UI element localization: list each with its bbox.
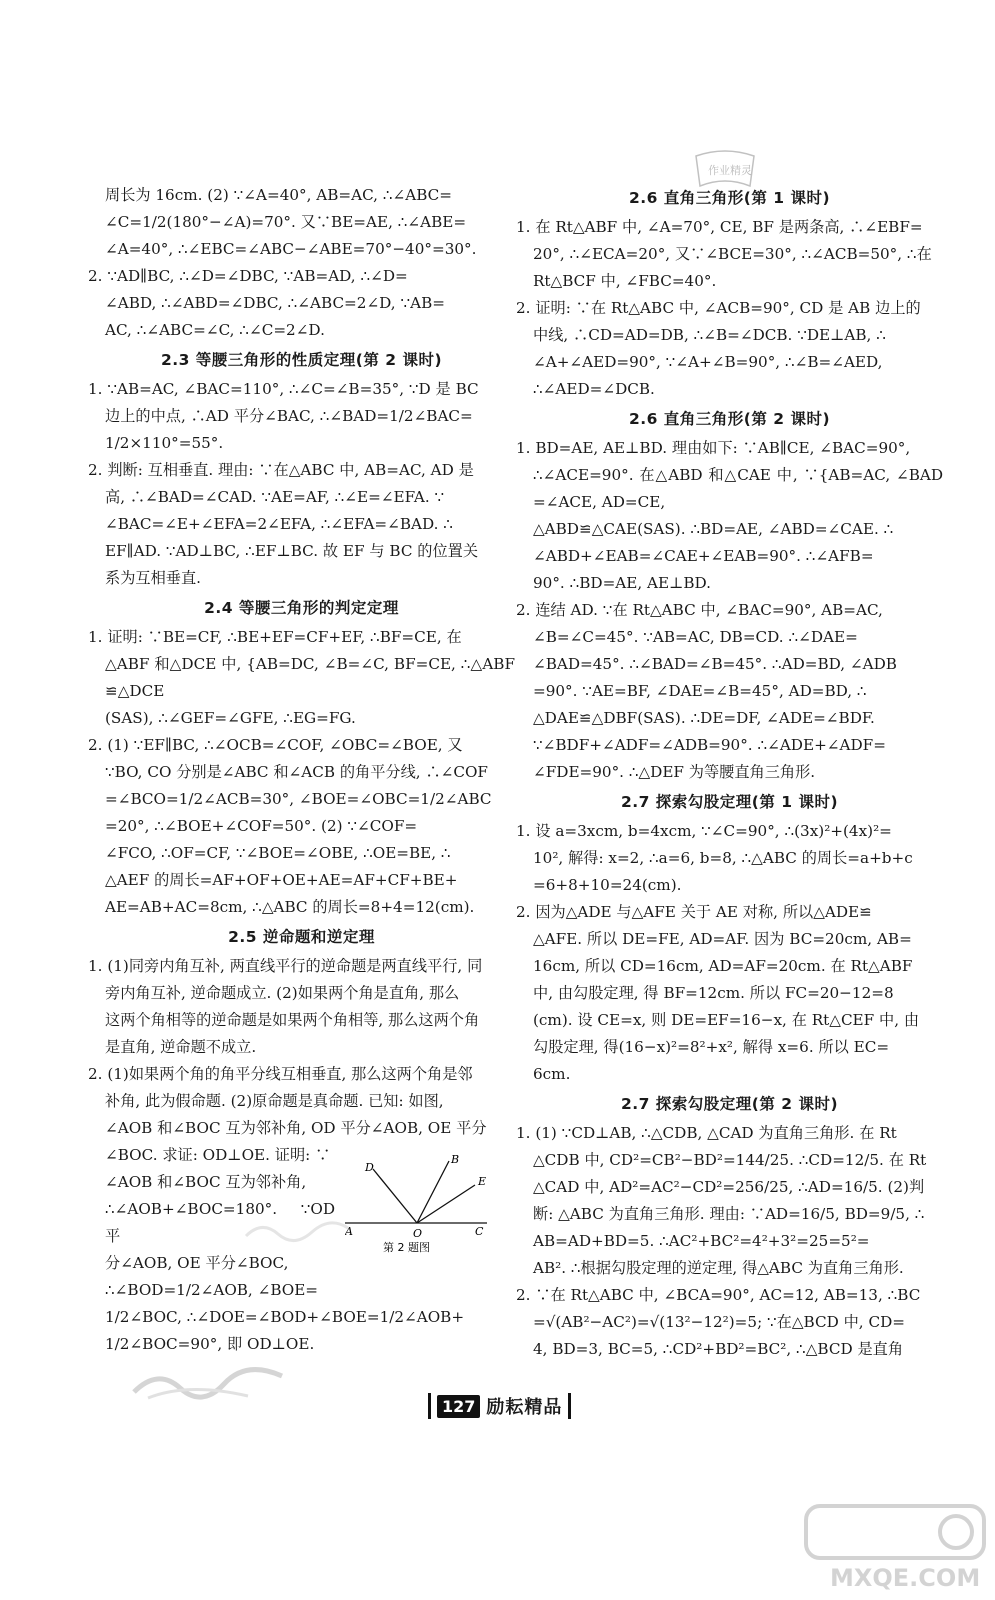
answer-line: 2. (1) ∵EF∥BC, ∴∠OCB=∠COF, ∠OBC=∠BOE, 又: [88, 736, 463, 754]
answer-line: ∠AOB 和∠BOC 互为邻补角,: [105, 1173, 307, 1191]
site-logo-watermark: [800, 1500, 990, 1595]
answer-line: 90°. ∴BD=AE, AE⊥BD.: [533, 574, 711, 592]
footer-bar-right: [568, 1393, 571, 1419]
answer-line: 2. 连结 AD. ∵在 Rt△ABC 中, ∠BAC=90°, AB=AC,: [516, 601, 883, 619]
answer-line: 断: △ABC 为直角三角形. 理由: ∵AD=16/5, BD=9/5, ∴: [533, 1205, 925, 1223]
stamp-text: 作业精灵: [708, 164, 752, 177]
ray-oe: [417, 1185, 475, 1223]
answer-line: ∠BAD=45°. ∴∠BAD=∠B=45°. ∴AD=BD, ∠ADB: [533, 655, 897, 673]
answer-line: 1. (1)同旁内角互补, 两直线平行的逆命题是两直线平行, 同: [88, 957, 483, 975]
stamp-icon: [690, 146, 760, 190]
answer-line: △ABF 和△DCE 中, {AB=DC, ∠B=∠C, BF=CE, ∴△ABF≌△DCE: [105, 655, 515, 700]
answer-line: 系为互相垂直.: [105, 569, 201, 587]
watermark-brush-icon: [128, 1362, 288, 1404]
answer-line: ∠FDE=90°. ∴△DEF 为等腰直角三角形.: [533, 763, 816, 781]
answer-line: 6cm.: [533, 1065, 571, 1083]
answer-line: ∠ABD+∠EAB=∠CAE+∠EAB=90°. ∴∠AFB=: [533, 547, 874, 565]
bottom-watermark: [128, 1362, 288, 1404]
answer-line: AB². ∴根据勾股定理的逆定理, 得△ABC 为直角三角形.: [533, 1259, 904, 1277]
answer-line: 2. 因为△ADE 与△AFE 关于 AE 对称, 所以△ADE≌: [516, 903, 872, 921]
answer-line: ∴∠AED=∠DCB.: [533, 380, 655, 398]
answer-line: 1/2×110°=55°.: [105, 434, 224, 452]
answer-line: △DAE≌△DBF(SAS). ∴DE=DF, ∠ADE=∠BDF.: [533, 709, 875, 727]
answer-line: 10², 解得: x=2, ∴a=6, b=8, ∴△ABC 的周长=a+b+c: [533, 849, 913, 867]
answer-line: 20°, ∴∠ECA=20°, 又∵∠BCE=30°, ∴∠ACB=50°, ∴在: [533, 245, 932, 263]
answer-line: ∠ABD, ∴∠ABD=∠DBC, ∴∠ABC=2∠D, ∵AB=: [105, 294, 445, 312]
answer-line: AC, ∴∠ABC=∠C, ∴∠C=2∠D.: [105, 321, 325, 339]
section-title-2-5: 2.5 逆命题和逆定理: [228, 928, 375, 946]
answer-line: AB=AD+BD=5. ∴AC²+BC²=4²+3²=25=5²=: [533, 1232, 870, 1250]
answer-line: ∠AOB 和∠BOC 互为邻补角, OD 平分∠AOB, OE 平分: [105, 1119, 487, 1137]
answer-line: Rt△BCF 中, ∠FBC=40°.: [533, 272, 717, 290]
section-title-2-3: 2.3 等腰三角形的性质定理(第 2 课时): [160, 351, 443, 369]
answer-line: △AEF 的周长=AF+OF+OE+AE=AF+CF+BE+: [105, 871, 458, 889]
answer-line: 2. ∵在 Rt△ABC 中, ∠BCA=90°, AC=12, AB=13, ∴BC: [516, 1286, 921, 1304]
brand-name: 励耘精品: [486, 1397, 563, 1418]
intro-line: 周长为 16cm. (2) ∵∠A=40°, AB=AC, ∴∠ABC=: [105, 186, 452, 204]
answer-line: △CAD 中, AD²=AC²−CD²=256/25, ∴AD=16/5. (2)判: [533, 1178, 925, 1196]
answer-line: 中, 由勾股定理, 得 BF=12cm. 所以 FC=20−12=8: [533, 984, 894, 1002]
answer-line: 补角, 此为假命题. (2)原命题是真命题. 已知: 如图,: [105, 1092, 444, 1110]
answer-line: ∠A+∠AED=90°, ∵∠A+∠B=90°, ∴∠B=∠AED,: [533, 353, 883, 371]
answer-line: 中线, ∴CD=AD=DB, ∴∠B=∠DCB. ∵DE⊥AB, ∴: [533, 326, 886, 344]
intro-line: ∠C=1/2(180°−∠A)=70°. 又∵BE=AE, ∴∠ABE=: [105, 213, 467, 231]
answer-line: 旁内角互补, 逆命题成立. (2)如果两个角是直角, 那么: [105, 984, 460, 1002]
answer-line: =6+8+10=24(cm).: [533, 876, 682, 894]
section-title-2-6a: 2.6 直角三角形(第 1 课时): [628, 189, 831, 207]
answer-line: 这两个角相等的逆命题是如果两个角相等, 那么这两个角: [105, 1011, 480, 1029]
right-column: [516, 182, 943, 1363]
page-footer: [428, 1388, 578, 1424]
watermark-scribble-icon: [242, 1216, 352, 1246]
answer-line: 2. 证明: ∵在 Rt△ABC 中, ∠ACB=90°, CD 是 AB 边上的: [516, 299, 921, 317]
answer-line: 勾股定理, 得(16−x)²=8²+x², 解得 x=6. 所以 EC=: [533, 1038, 890, 1056]
answer-line: 2. ∵AD∥BC, ∴∠D=∠DBC, ∵AB=AD, ∴∠D=: [88, 267, 408, 285]
answer-line: 1. BD=AE, AE⊥BD. 理由如下: ∵AB∥CE, ∠BAC=90°,: [516, 439, 911, 457]
handwritten-watermark: [242, 1216, 352, 1246]
label-b: B: [451, 1155, 460, 1166]
answer-line: ∵∠BDF+∠ADF=∠ADB=90°. ∴∠ADE+∠ADF=: [533, 736, 886, 754]
answer-line: ∠BAC=∠E+∠EFA=2∠EFA, ∴∠EFA=∠BAD. ∴: [105, 515, 453, 533]
answer-line: (SAS), ∴∠GEF=∠GFE, ∴EG=FG.: [105, 709, 356, 727]
label-d: D: [365, 1161, 374, 1174]
answer-line: ∠BOC. 求证: OD⊥OE. 证明: ∵: [105, 1146, 331, 1164]
answer-line: 4, BD=3, BC=5, ∴CD²+BD²=BC², ∴△BCD 是直角: [533, 1340, 904, 1358]
answer-line: △CDB 中, CD²=CB²−BD²=144/25. ∴CD=12/5. 在 Rt: [533, 1151, 927, 1169]
section-title-2-6b: 2.6 直角三角形(第 2 课时): [628, 410, 831, 428]
answer-line: 16cm, 所以 CD=16cm, AD=AF=20cm. 在 Rt△ABF: [533, 957, 913, 975]
label-o: O: [413, 1227, 423, 1240]
footer-bar-left: [428, 1393, 431, 1419]
ray-ob: [417, 1161, 449, 1223]
geometry-figure: [345, 1155, 495, 1255]
answer-line: 1/2∠BOC, ∴∠DOE=∠BOD+∠BOE=1/2∠AOB+: [105, 1308, 465, 1326]
site-logo-icon: [800, 1500, 990, 1595]
answer-line: EF∥AD. ∵AD⊥BC, ∴EF⊥BC. 故 EF 与 BC 的位置关: [105, 542, 479, 560]
section-title-2-7b: 2.7 探索勾股定理(第 2 课时): [620, 1095, 839, 1113]
stamp-watermark: [690, 146, 760, 190]
section-title-2-4: 2.4 等腰三角形的判定定理: [204, 599, 399, 617]
site-logo-text: MXQE.COM: [830, 1564, 981, 1592]
answer-line: ∠B=∠C=45°. ∵AB=AC, DB=CD. ∴∠DAE=: [533, 628, 858, 646]
answer-line: 1. (1) ∵CD⊥AB, ∴△CDB, △CAD 为直角三角形. 在 Rt: [516, 1124, 897, 1142]
label-e: E: [478, 1175, 487, 1188]
answer-line: 高, ∴∠BAD=∠CAD. ∵AE=AF, ∴∠E=∠EFA. ∵: [105, 488, 445, 506]
answer-line: AE=AB+AC=8cm, ∴△ABC 的周长=8+4=12(cm).: [105, 898, 475, 916]
page-number: 127: [437, 1395, 480, 1418]
intro-line: ∠A=40°, ∴∠EBC=∠ABC−∠ABE=70°−40°=30°.: [105, 240, 477, 258]
answer-line: ∵BO, CO 分别是∠ABC 和∠ACB 的角平分线, ∴∠COF: [105, 763, 488, 781]
answer-line: 2. (1)如果两个角的角平分线互相垂直, 那么这两个角是邻: [88, 1065, 473, 1083]
answer-line: 边上的中点, ∴AD 平分∠BAC, ∴∠BAD=1/2∠BAC=: [105, 407, 473, 425]
angle-diagram: [345, 1155, 495, 1255]
answer-line: 1/2∠BOC=90°, 即 OD⊥OE.: [105, 1335, 315, 1353]
answer-line: =90°. ∵AE=BF, ∠DAE=∠B=45°, AD=BD, ∴: [533, 682, 867, 700]
answer-line: =∠BCO=1/2∠ACB=30°, ∠BOE=∠OBC=1/2∠ABC: [105, 790, 492, 808]
label-c: C: [475, 1225, 484, 1238]
answer-line: =20°, ∴∠BOE+∠COF=50°. (2) ∵∠COF=: [105, 817, 418, 835]
answer-line: 是直角, 逆命题不成立.: [105, 1038, 257, 1056]
answer-line: =√(AB²−AC²)=√(13²−12²)=5; ∵在△BCD 中, CD=: [533, 1313, 905, 1331]
answer-line: 1. 在 Rt△ABF 中, ∠A=70°, CE, BF 是两条高, ∴∠EBF=: [516, 218, 923, 236]
label-a: A: [345, 1225, 353, 1238]
answer-line: ∠FCO, ∴OF=CF, ∵∠BOE=∠OBE, ∴OE=BE, ∴: [105, 844, 451, 862]
answer-line: (cm). 设 CE=x, 则 DE=EF=16−x, 在 Rt△CEF 中, 由: [533, 1011, 920, 1029]
answer-line: ∴∠ACE=90°. 在△ABD 和△CAE 中, ∵{AB=AC, ∠BAD=∠ACE, AD=CE,: [533, 466, 943, 511]
answer-line: △ABD≌△CAE(SAS). ∴BD=AE, ∠ABD=∠CAE. ∴: [533, 520, 894, 538]
answer-line: 1. 设 a=3xcm, b=4xcm, ∵∠C=90°, ∴(3x)²+(4x)²=: [516, 822, 892, 840]
answer-line: 2. 判断: 互相垂直. 理由: ∵在△ABC 中, AB=AC, AD 是: [88, 461, 474, 479]
section-title-2-7a: 2.7 探索勾股定理(第 1 课时): [620, 793, 839, 811]
answer-line: ∴∠AOB+∠BOC=180°. ∵OD 平: [105, 1200, 335, 1245]
answer-line: 分∠AOB, OE 平分∠BOC,: [105, 1254, 289, 1272]
answer-line: 1. ∵AB=AC, ∠BAC=110°, ∴∠C=∠B=35°, ∵D 是 BC: [88, 380, 479, 398]
answer-line: △AFE. 所以 DE=FE, AD=AF. 因为 BC=20cm, AB=: [533, 930, 912, 948]
answer-line: 1. 证明: ∵BE=CF, ∴BE+EF=CF+EF, ∴BF=CE, 在: [88, 628, 462, 646]
answer-line: ∴∠BOD=1/2∠AOB, ∠BOE=: [105, 1281, 319, 1299]
ray-od: [373, 1169, 417, 1223]
figure-caption: 第 2 题图: [383, 1241, 430, 1254]
